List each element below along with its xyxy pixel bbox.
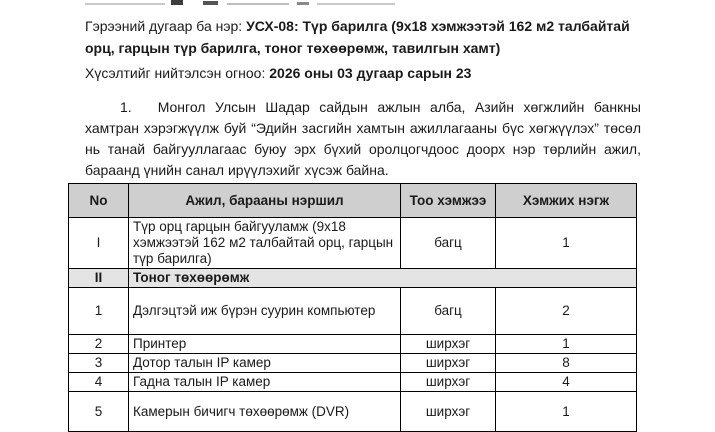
date-label: Хүсэлтийг нийтэлсэн огноо:: [85, 65, 270, 81]
unit-count-cell: 1: [496, 392, 637, 432]
clipped-text-remnant: [85, 0, 395, 6]
header-unit: Хэмжих нэгж: [496, 184, 637, 218]
item-name-cell: Принтер: [129, 335, 401, 354]
header-quantity: Тоо хэмжээ: [401, 184, 496, 218]
quantity-cell: ширхэг: [401, 373, 496, 392]
row-number-cell: 3: [69, 354, 129, 373]
item-name-cell: Гадна талын IP камер: [129, 373, 401, 392]
contract-label: Гэрээний дугаар ба нэр:: [85, 18, 247, 34]
item-name-cell: Түр орц гарцын байгууламж (9х18 хэмжээтэй 162 м2 талбайтай орц, гарцын түр барилга): [129, 218, 401, 269]
header-no: No: [69, 184, 129, 218]
table-row: [69, 373, 637, 392]
intro-paragraph: [85, 97, 641, 181]
table-row: [69, 335, 637, 354]
table-row: [69, 354, 637, 373]
contract-number-line: [85, 15, 642, 59]
table-row: [69, 392, 637, 432]
item-name-cell: Дотор талын IP камер: [129, 354, 401, 373]
table-header-row: [69, 184, 637, 218]
row-number-cell: 5: [69, 392, 129, 432]
quantity-cell: ширхэг: [401, 335, 496, 354]
unit-count-cell: 4: [496, 373, 637, 392]
table-row: [69, 218, 637, 269]
row-number-cell: 1: [69, 288, 129, 335]
quantity-cell: ширхэг: [401, 354, 496, 373]
item-name-cell: Камерын бичигч төхөөрөмж (DVR): [129, 392, 401, 432]
row-number-cell: II: [69, 269, 129, 288]
row-number-cell: 2: [69, 335, 129, 354]
unit-count-cell: 2: [496, 288, 637, 335]
unit-count-cell: 8: [496, 354, 637, 373]
items-table: [68, 183, 637, 432]
row-number-cell: I: [69, 218, 129, 269]
paragraph-number: 1.: [120, 99, 132, 115]
contract-value: УСХ-08: Түр барилга (9х18 хэмжээтэй 162 м2 талбайтай орц, гарцын түр барилга, тоног төхөөрөмж, тавилгын хамт): [85, 18, 630, 56]
item-name-cell: Дэлгэцтэй иж бүрэн суурин компьютер: [129, 288, 401, 335]
table-body: [69, 218, 637, 432]
table-section-row: [69, 269, 637, 288]
unit-count-cell: 1: [496, 335, 637, 354]
quantity-cell: багц: [401, 218, 496, 269]
section-title-cell: Тоног төхөөрөмж: [129, 269, 637, 288]
publish-date-line: [85, 63, 642, 83]
quantity-cell: багц: [401, 288, 496, 335]
row-number-cell: 4: [69, 373, 129, 392]
table-row: [69, 288, 637, 335]
quantity-cell: ширхэг: [401, 392, 496, 432]
paragraph-text: Монгол Улсын Шадар сайдын ажлын алба, Азийн хөгжлийн банкны хамтран хэрэгжүүлж буй “Эдийн засгийн хамтын ажиллагааны бүс хөгжүүлэх” төсөл нь танай байгууллагаас буюу эрх бүхий оролцогчдоос доорх нэр төрлийн ажил, бараанд үнийн санал ирүүлэхийг хүсэж байна.: [85, 99, 641, 178]
date-value: 2026 оны 03 дугаар сарын 23: [269, 65, 472, 81]
header-name: Ажил, барааны нэршил: [129, 184, 401, 218]
unit-count-cell: 1: [496, 218, 637, 269]
